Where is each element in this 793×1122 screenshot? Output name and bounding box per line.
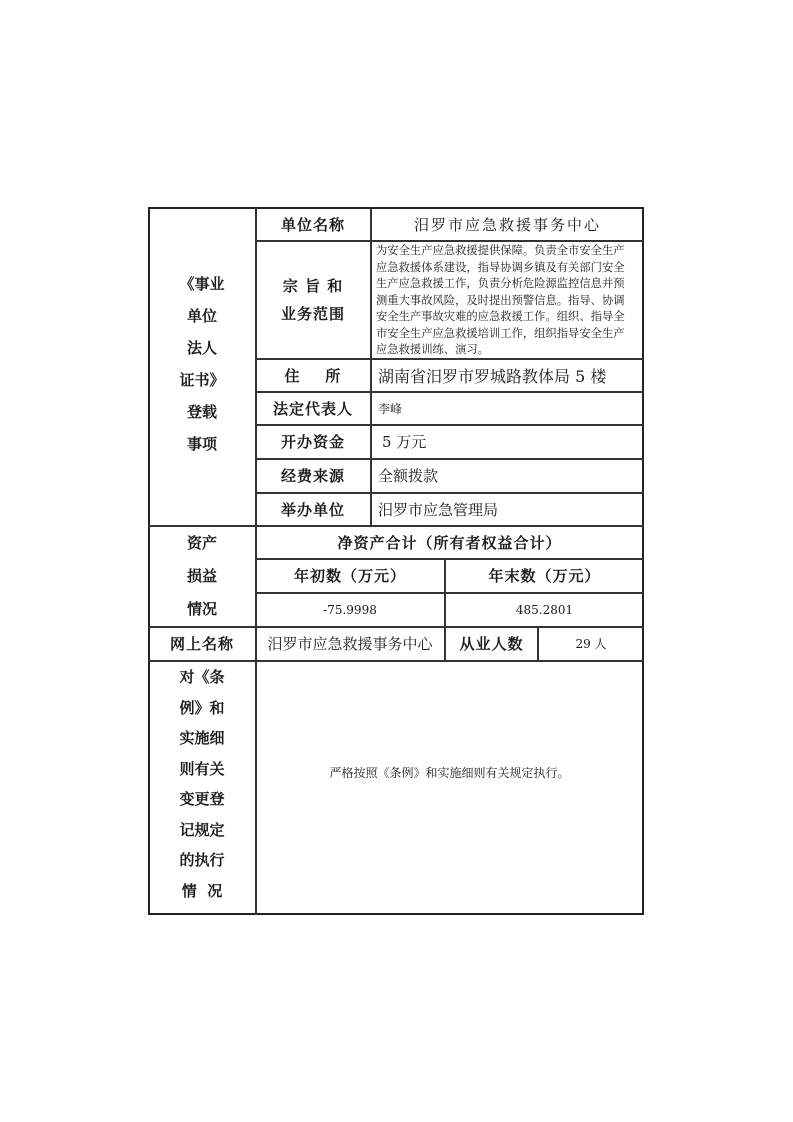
employees-label: 从业人数 <box>459 635 524 653</box>
unit-name-label: 单位名称 <box>280 215 345 234</box>
purpose-line: 应急救援体系建设，指导协调乡镇及有关部门安全 <box>376 260 625 274</box>
assets-header-line: 损益 <box>186 567 217 585</box>
capital-label: 开办资金 <box>280 433 345 451</box>
funding-label: 经费来源 <box>280 467 345 485</box>
purpose-line: 测重大事故风险，及时提出预警信息。指导、协调 <box>376 293 625 307</box>
registration-header-line: 事项 <box>186 435 217 453</box>
regulations-header-line: 则有关 <box>179 759 225 778</box>
registration-header-line: 单位 <box>186 307 217 325</box>
assets-header-line: 资产 <box>186 534 217 552</box>
purpose-line: 市安全生产应急救援培训工作，组织指导安全生产 <box>376 326 625 340</box>
address-label: 住 所 <box>284 366 342 385</box>
regulations-header-line: 实施细 <box>179 729 225 747</box>
registration-items-header <box>150 268 254 460</box>
registration-header-line: 法人 <box>186 339 217 357</box>
begin-year-label: 年初数（万元） <box>293 567 406 585</box>
legal-rep-label: 法定代表人 <box>272 399 353 418</box>
regulations-header <box>150 662 254 906</box>
online-name-value: 汨罗市应急救援事务中心 <box>267 635 433 653</box>
purpose-line: 生产应急救援工作，负责分析危险源监控信息并预 <box>376 277 625 290</box>
regulations-header-line: 的执行 <box>179 851 225 869</box>
end-year-value: 485.2801 <box>515 602 574 617</box>
registration-header-line: 《事业 <box>179 275 225 293</box>
unit-name-value: 汨罗市应急救援事务中心 <box>413 215 601 234</box>
regulations-header-line: 对《条 <box>179 668 225 686</box>
purpose-label <box>256 272 370 328</box>
purpose-line: 安全生产事故灾难的应急救援工作。组织、指导全 <box>376 310 625 323</box>
capital-value: 5 万元 <box>382 433 427 451</box>
purpose-line: 为安全生产应急救援提供保障。负责全市安全生产 <box>376 244 625 257</box>
purpose-text <box>376 243 642 359</box>
address-value: 湖南省汨罗市罗城路教体局 5 楼 <box>378 366 607 386</box>
grid-hline-1 <box>255 240 644 242</box>
sponsor-value: 汨罗市应急管理局 <box>378 500 499 519</box>
registration-header-line: 证书》 <box>179 371 225 389</box>
online-name-label: 网上名称 <box>169 635 234 653</box>
regulations-header-line: 例》和 <box>179 698 225 717</box>
registration-header-line: 登载 <box>186 403 217 421</box>
regulations-header-line: 情 况 <box>181 881 223 900</box>
assets-header-line: 情况 <box>186 600 217 618</box>
employees-value: 29 人 <box>575 637 607 651</box>
regulations-header-line: 变更登 <box>179 790 225 808</box>
grid-vline-label-col <box>370 207 372 525</box>
begin-year-value: -75.9998 <box>323 602 377 617</box>
purpose-line: 应急救援训练、演习。 <box>376 343 489 356</box>
net-assets-label: 净资产合计（所有者权益合计） <box>337 533 562 552</box>
purpose-label-line: 业务范围 <box>280 305 345 323</box>
regulations-header-line: 记规定 <box>179 820 225 839</box>
end-year-label: 年末数（万元） <box>488 567 601 585</box>
sponsor-label: 举办单位 <box>280 500 345 519</box>
assets-header <box>150 527 254 626</box>
purpose-label-line: 宗 旨 和 <box>282 277 344 295</box>
regulations-compliance-text: 严格按照《条例》和实施细则有关规定执行。 <box>329 766 570 780</box>
funding-value: 全额拨款 <box>378 467 439 485</box>
legal-rep-value: 李峰 <box>378 401 403 416</box>
